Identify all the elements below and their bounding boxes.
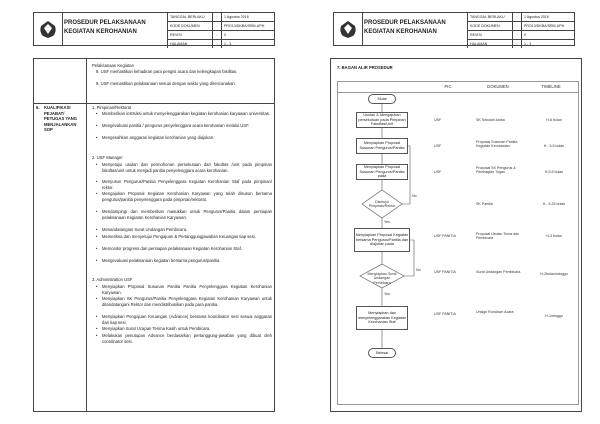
no-label: No (416, 268, 421, 272)
section-heading: 7. BAGAN ALIR PROSEDUR (337, 65, 393, 70)
pic-cell: USF PANITIA (434, 234, 456, 238)
pic-cell: USF PANITIA (434, 270, 456, 274)
list-item: • Menyiapkan Surat Ucapan Terima Kasih untuk Pembicara. (102, 326, 272, 332)
list-item: • Menyiapkan Proposal Susunan Panitia Panitia Penyelenggara Kegiatan Kerohanian Karyawan. (102, 284, 272, 295)
no-label: No (412, 194, 417, 198)
list-item: • Memberikan instruksi untuk menyelenggarakan kegiatan kerohanian karyawan universitas. (102, 111, 272, 117)
doc-cell: Proposal SK Pengurus & Pembagian Tugas (476, 166, 516, 175)
doc-cell: Surat Undangan Pembicara (476, 270, 521, 274)
doc-cell: Proposal Susunan Panitia Kegiatan Kerohanian (476, 140, 518, 149)
list-item: • Mengesahkan anggaran kegiatan kerohanian yang diajukan. (102, 135, 272, 141)
flow-step: Usulan & Mengajukan persekutuan pada Pimpinan Fakultas/Unit (356, 112, 408, 128)
document-meta: TANGGAL BERLAKU : 1 Agustus 2016 KODE DOKUMEN : PRO13/DKBA/SRM-UPH REVISI : 0 HALAMAN : 1 - 3 (467, 13, 575, 48)
column-timeline: TIMELINE (541, 84, 561, 89)
doc-cell: SK Sekolah Anisa (476, 118, 505, 122)
pic-cell: USF (434, 118, 442, 122)
right-page (300, 0, 600, 424)
timeline-cell: H-1minggu (545, 314, 563, 318)
list-item: • Mengevaluasi panitia / pengurus penyelenggara acara kerohanian melalui USF. (102, 123, 272, 129)
document-header (33, 12, 275, 46)
flowchart (337, 81, 579, 405)
flow-step: Menyiapkan Proposal Susunan Pengurus/Panitia pada (356, 164, 408, 180)
timeline-cell: H-2bulan/minggu (540, 272, 568, 276)
yes-label: Yes (384, 220, 390, 224)
column-dokumen: DOKUMEN (487, 84, 509, 89)
column-pic: PIC (444, 84, 452, 89)
list-item: • Menandatangani Surat Undangan Pembicara. (102, 227, 272, 233)
flow-step: Menyiapkan Proposal Kegiatan bersama Pengurus/Panitia dan diajukan pada (354, 228, 410, 252)
list-item: • Menyusun Pengurus/Panitia Penyelenggara Kegiatan Kerohanian Staf pada pimpinan/ rektor. (102, 179, 272, 190)
group-title: 2. USF Manager (92, 155, 123, 160)
doc-cell: Unsign Rundown Acara (476, 310, 514, 314)
flowchart-section (330, 58, 582, 412)
list-item: • Menyiapkan Pengajuan Keuangan (Advance) bersama koordinator sesi sesuai anggaran dari tiap sesi. (102, 314, 272, 325)
pic-cell: USF PANITIA (434, 312, 456, 316)
timeline-cell: H-6 bulan (546, 118, 562, 122)
document-title: PROSEDUR PELAKSANAAN KEGIATAN KEROHANIAN (64, 20, 146, 35)
document-header (333, 12, 575, 46)
list-item: • Mendampingi dan memberikan masukkan untuk Pengurus/Panitia dalam persiapan pelaksanaan Kegiatan Kerohanian Karyawan. (102, 209, 272, 220)
list-item: • Melakukan penutupan Advance berdasarkan pertanggung-jawaban yang dibuat oleh coordinator sesi. (102, 333, 272, 344)
list-item: • Menyetujui usulan dan permohonan persekutuan dari fakultas /unit pada pimpinan fakultas/unit untuk menjadi panitia penyelenggara acara kerohanian. (102, 162, 272, 173)
flow-decision: Menyiapkan Surat Undangan Pembicara (367, 272, 397, 285)
list-item: • Memonitor progress dari persiapan pelaksanaan Kegiatan Kerohanian Staf. (102, 246, 272, 252)
flow-step: Menyiapkan Proposal Susunan Pengurus/Panitia (356, 138, 408, 154)
pic-cell: USF (434, 170, 442, 174)
timeline-cell: H - 5.25 bulan (542, 202, 566, 206)
list-item: • Mengajukan Proposal Kegiatan Kerohanian Karyawan yang telah disusun bersama pengurus/panitia penyelenggara pada pimpinan/rektorat. (102, 191, 272, 202)
university-logo (34, 13, 63, 45)
timeline-cell: H - 5.5 bulan (543, 144, 565, 148)
university-logo (334, 13, 363, 45)
timeline-cell: H-5.5 bulan (544, 170, 564, 174)
intro-heading: Pelaksanaan Kegiatan (92, 63, 134, 68)
list-item: • Memeriksa dan menyetujui Pengajuan & Pertanggungjawaban Keuangan tiap sesi. (102, 234, 272, 240)
doc-cell: Proposal Usulan Tema dan Pembicara (476, 232, 520, 241)
pic-cell: USF (434, 144, 442, 148)
intro-item: 8. USF memastikan kehadiran para pengisi acara dan kelengkapan fasilitas. (96, 69, 238, 74)
document-meta: TANGGAL BERLAKU : 1 Agustus 2016 KODE DOKUMEN : PRO13/DKBA/SRM-UPH REVISI : 0 HALAMAN : 1 - 3 (167, 13, 275, 48)
timeline-cell: H-3 bulan (546, 234, 562, 238)
sop-table (33, 58, 275, 412)
flow-decision: Disetujui Pimpinan/Rektor (368, 200, 396, 209)
section-label: KUALIFIKASI PEJABAT/ PETUGAS YANG MENJALANKAN SOP (44, 105, 78, 133)
flow-end: Selesai (368, 348, 396, 358)
yes-label: Yes (384, 292, 390, 296)
group-title: 3. Administration USF (92, 277, 133, 282)
list-item: • Menyiapkan SK Pengurus/Panitia Penyelenggara Kegiatan Kerohanian Karyawan untuk ditandatangani Rektor dan mendistribusikan pada para panitia. (102, 296, 272, 307)
document-title: PROSEDUR PELAKSANAAN KEGIATAN KEROHANIAN (364, 20, 446, 35)
group-title: 1. Pimpinan/Rektorat (92, 105, 132, 110)
flow-start: Mulai (368, 94, 396, 104)
section-number: 6. (36, 105, 40, 110)
list-item: • Mengevaluasi pelaksanaan kegiatan bersama pengurus/panitia. (102, 258, 272, 264)
intro-item: 9. USF memastikan pelaksanaan sesuai dengan waktu yang direncanakan. (96, 81, 236, 86)
doc-cell: SK Panitia (476, 202, 493, 206)
flow-step: Menyiapkan dan menyelenggarakan Kegiatan Kerohanian Staf (356, 306, 408, 330)
